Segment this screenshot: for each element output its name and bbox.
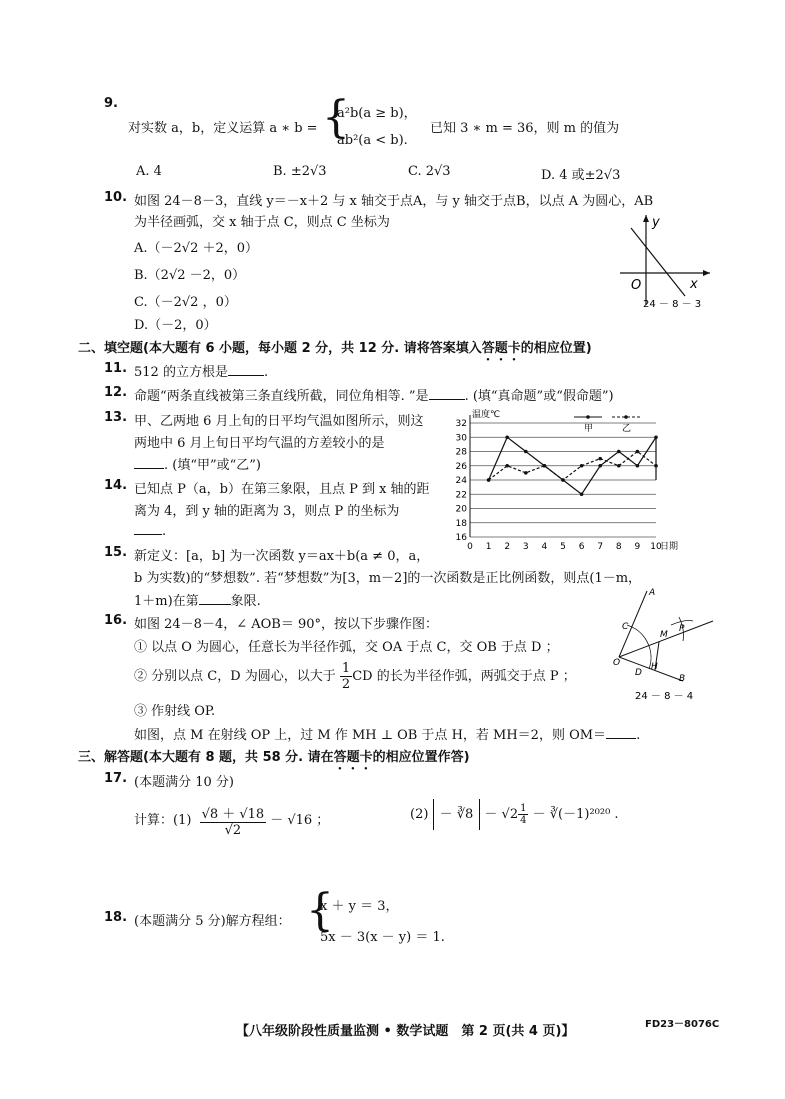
- data-point: [636, 464, 640, 468]
- x-tick-label: 7: [597, 542, 604, 552]
- section-2-title-a: 二、填空题(本大题有 6 小题，每小题 2 分，共 12 分. 请将答案填入: [78, 341, 482, 356]
- q17-part1-numerator: √8 ＋ √18: [200, 803, 267, 823]
- q17-part2-abs: [433, 799, 481, 830]
- x-tick-label: 3: [522, 542, 529, 552]
- q13-answer-blank[interactable]: [134, 456, 164, 469]
- section-2-title-emphasis: 答题卡: [481, 341, 521, 356]
- q17-part2-fraction-bottom: 4: [520, 815, 527, 826]
- q17-part1-fraction: [200, 803, 267, 838]
- q14-answer-blank[interactable]: [134, 522, 162, 535]
- q17-part2-root: √2: [501, 807, 519, 822]
- x-tick-label: 0: [467, 542, 473, 552]
- q16-step2-b: CD 的长为半径作弧，两弧交于点 P ；: [352, 669, 576, 684]
- q12-text: [134, 385, 614, 404]
- x-tick-label: 6: [578, 542, 585, 552]
- q10-line2: 为半径画弧，交 x 轴于点 C，则点 C 坐标为: [134, 215, 390, 230]
- q16-number: 16.: [104, 613, 128, 628]
- q17-part1-tail: － √16 ；: [270, 813, 330, 828]
- q12-answer-blank[interactable]: [429, 387, 465, 400]
- q17-part2: [410, 803, 619, 826]
- y-tick-label: 28: [455, 447, 467, 458]
- q15-line1: 新定义：[a，b] 为一次函数 y＝ax＋b(a ≠ 0，a，: [134, 549, 430, 564]
- data-point: [598, 457, 602, 461]
- q17-header: (本题满分 10 分): [134, 775, 234, 790]
- q16-fig-caption: 24 － 8 － 4: [635, 691, 694, 702]
- q16-fig-label-m: M: [660, 630, 668, 640]
- data-point: [617, 464, 621, 468]
- q10-option-d: D.（－2，0）: [134, 318, 217, 333]
- q14-line1: 已知点 P（a，b）在第三象限，且点 P 到 x 轴的距: [134, 482, 430, 497]
- q10-number: 10.: [104, 190, 128, 205]
- q17-part1: [134, 803, 329, 838]
- legend-label-jia: 甲: [584, 424, 594, 434]
- q15-number: 15.: [104, 545, 128, 560]
- q16-answer-blank[interactable]: [606, 726, 636, 739]
- q14-line2: 离为 4，到 y 轴的距离为 3，则点 P 的坐标为: [134, 504, 400, 519]
- data-point: [636, 450, 640, 454]
- q16-step1: ① 以点 O 为圆心，任意长为半径作弧，交 OA 于点 C，交 OB 于点 D ；: [134, 640, 559, 655]
- data-point: [487, 478, 491, 482]
- q15-line3-a: 1＋m)在第: [134, 594, 199, 609]
- y-tick-label: 20: [455, 504, 467, 515]
- q13-line1: 甲、乙两地 6 月上旬的日平均气温如图所示，则这: [134, 414, 424, 429]
- data-point: [505, 435, 509, 439]
- q12-number: 12.: [104, 385, 128, 400]
- q17-part2-fraction-top: 1: [520, 803, 527, 814]
- q15-line3: [134, 590, 261, 609]
- section-2-title: [78, 337, 592, 364]
- q17-calc-label: 计算：(1): [134, 813, 192, 828]
- y-tick-label: 24: [455, 476, 467, 486]
- section-3-title: [78, 746, 470, 773]
- q14-line3: [134, 522, 166, 539]
- q18-eq2: 5x － 3(x － y) ＝ 1.: [320, 930, 445, 945]
- q13-tail: . (填“甲”或“乙”): [164, 458, 261, 473]
- q16-fraction: [340, 661, 352, 692]
- q17-part2-label: (2): [410, 807, 429, 822]
- q10-option-c: C.（－2√2 ，0）: [134, 295, 237, 310]
- q16-line1: 如图 24－8－4，∠ AOB＝ 90°，按以下步骤作图：: [134, 617, 439, 632]
- data-point: [543, 464, 547, 468]
- q18-number: 18.: [104, 910, 128, 925]
- data-point: [598, 464, 602, 468]
- q13-number: 13.: [104, 410, 128, 425]
- q12-tail: . (填“真命题”或“假命题”): [464, 389, 614, 404]
- q15-answer-blank[interactable]: [199, 592, 231, 605]
- q16-fig-label-d: D: [635, 668, 642, 678]
- x-tick-label: 10: [650, 542, 662, 552]
- q13-line3: [134, 454, 261, 473]
- q9-option-a: A. 4: [136, 164, 162, 179]
- q9-case1: a²b(a ≥ b)，: [337, 106, 417, 121]
- data-point: [524, 450, 528, 454]
- data-point: [524, 471, 528, 475]
- q17-number: 17.: [104, 771, 128, 786]
- q14-tail: .: [162, 524, 167, 539]
- legend-point-jia: [586, 415, 590, 419]
- q16-fraction-bottom: 2: [341, 677, 351, 692]
- q17-part2-abs-value: － ∛8: [439, 807, 474, 822]
- q10-fig-x-label: x: [690, 277, 698, 292]
- q13-line2: 两地中 6 月上旬日平均气温的方差较小的是: [134, 436, 385, 451]
- q9-option-d: D. 4 或±2√3: [541, 168, 621, 183]
- q10-option-b: B.（2√2 －2，0）: [134, 268, 246, 283]
- q9-stem-a: 对实数 a，b，定义运算 a ∗ b =: [128, 121, 318, 136]
- section-3-title-emphasis: 答题卡: [333, 750, 373, 765]
- q16-fig-label-a: A: [649, 588, 656, 598]
- x-tick-label: 2: [504, 542, 511, 552]
- page-footer-code: FD23－8076C: [645, 1019, 720, 1030]
- q14-number: 14.: [104, 478, 128, 493]
- y-axis-label: 温度℃: [472, 410, 501, 420]
- q18-brace: {: [306, 885, 334, 936]
- q10-fig-y-label: y: [652, 215, 660, 230]
- q11-text: [134, 361, 268, 380]
- page-footer-title: 【八年级阶段性质量监测 • 数学试题 第 2 页(共 4 页)】: [236, 1024, 575, 1039]
- q18-text: (本题满分 5 分)解方程组：: [134, 914, 291, 929]
- q16-last-line: [134, 724, 640, 743]
- q16-last-b: .: [636, 728, 641, 743]
- q9-option-b: B. ±2√3: [273, 164, 327, 179]
- x-tick-label: 5: [560, 542, 566, 552]
- section-3-title-b: 的相应位置作答): [372, 750, 470, 765]
- data-point: [580, 492, 584, 496]
- data-point: [505, 464, 509, 468]
- q16-fig-label-b: B: [679, 674, 686, 684]
- q16-step3: ③ 作射线 OP.: [134, 704, 216, 719]
- y-tick-label: 22: [455, 490, 467, 501]
- x-tick-label: 4: [541, 542, 548, 552]
- x-tick-label: 9: [634, 542, 641, 552]
- q9-stem-b: 已知 3 ∗ m = 36，则 m 的值为: [430, 121, 620, 136]
- q17-part2-fraction: [518, 803, 528, 826]
- q11-number: 11.: [104, 361, 128, 376]
- q11-tail: .: [263, 365, 269, 380]
- q10-option-a: A.（－2√2 ＋2，0）: [134, 241, 259, 256]
- q16-fig-label-c: C: [622, 622, 629, 632]
- q16-last-a: 如图，点 M 在射线 OP 上，过 M 作 MH ⊥ OB 于点 H，若 MH＝2，则 OM＝: [134, 728, 607, 743]
- q10-line1: 如图 24－8－3，直线 y＝－x＋2 与 x 轴交于点A，与 y 轴交于点B，以点 A 为圆心，AB: [134, 194, 654, 209]
- data-point: [617, 450, 621, 454]
- q10-fig-caption: 24 － 8 － 3: [643, 299, 702, 310]
- q15-line3-b: 象限.: [230, 594, 261, 609]
- legend-point-yi: [624, 415, 628, 419]
- q16-step2-a: ② 分别以点 C，D 为圆心，以大于: [134, 669, 336, 684]
- y-tick-label: 32: [455, 419, 467, 429]
- q9-option-c: C. 2√3: [408, 164, 451, 179]
- data-point: [580, 464, 584, 468]
- data-point: [561, 478, 565, 482]
- y-tick-label: 18: [455, 518, 467, 529]
- section-3-title-a: 三、解答题(本大题有 8 题，共 58 分. 请在: [78, 750, 334, 765]
- section-2-title-b: 的相应位置): [520, 341, 592, 356]
- x-tick-label: 1: [485, 542, 492, 552]
- q17-part1-denominator: √2: [224, 823, 242, 838]
- q18-eq1: x ＋ y ＝ 3，: [320, 899, 399, 914]
- q17-part2-tail: － ∛(－1)²⁰²⁰ .: [532, 807, 619, 822]
- q16-step2: [134, 661, 576, 692]
- q9-number: 9.: [104, 96, 118, 111]
- q11-stem: 512 的立方根是: [134, 365, 228, 380]
- q17-part2-minus: －: [484, 807, 498, 822]
- q12-stem: 命题“两条直线被第三条直线所截，同位角相等. ”是: [134, 389, 429, 404]
- y-tick-label: 16: [455, 533, 467, 543]
- q15-line2: b 为实数)的“梦想数”. 若“梦想数”为[3，m－2]的一次函数是正比例函数，则点(1－m，: [134, 571, 642, 586]
- q9-case2: ab²(a < b).: [337, 133, 408, 148]
- q16-fig-label-p: P: [679, 624, 685, 634]
- q9: [104, 96, 118, 111]
- x-axis-label: 日期: [660, 542, 679, 552]
- y-tick-label: 30: [455, 433, 467, 444]
- q9-brace: {: [322, 92, 350, 143]
- q16-figure: [605, 585, 720, 705]
- x-tick-label: 8: [615, 542, 622, 552]
- q11-answer-blank[interactable]: [228, 363, 264, 376]
- q10-figure: [615, 210, 715, 310]
- y-tick-label: 26: [455, 461, 467, 472]
- legend-label-yi: 乙: [622, 424, 632, 434]
- q16-fig-label-o: O: [613, 658, 621, 668]
- temperature-chart: [448, 405, 698, 555]
- q16-fraction-top: 1: [341, 661, 351, 676]
- q16-fig-label-h: H: [651, 662, 658, 672]
- q10-fig-origin-label: O: [631, 278, 642, 293]
